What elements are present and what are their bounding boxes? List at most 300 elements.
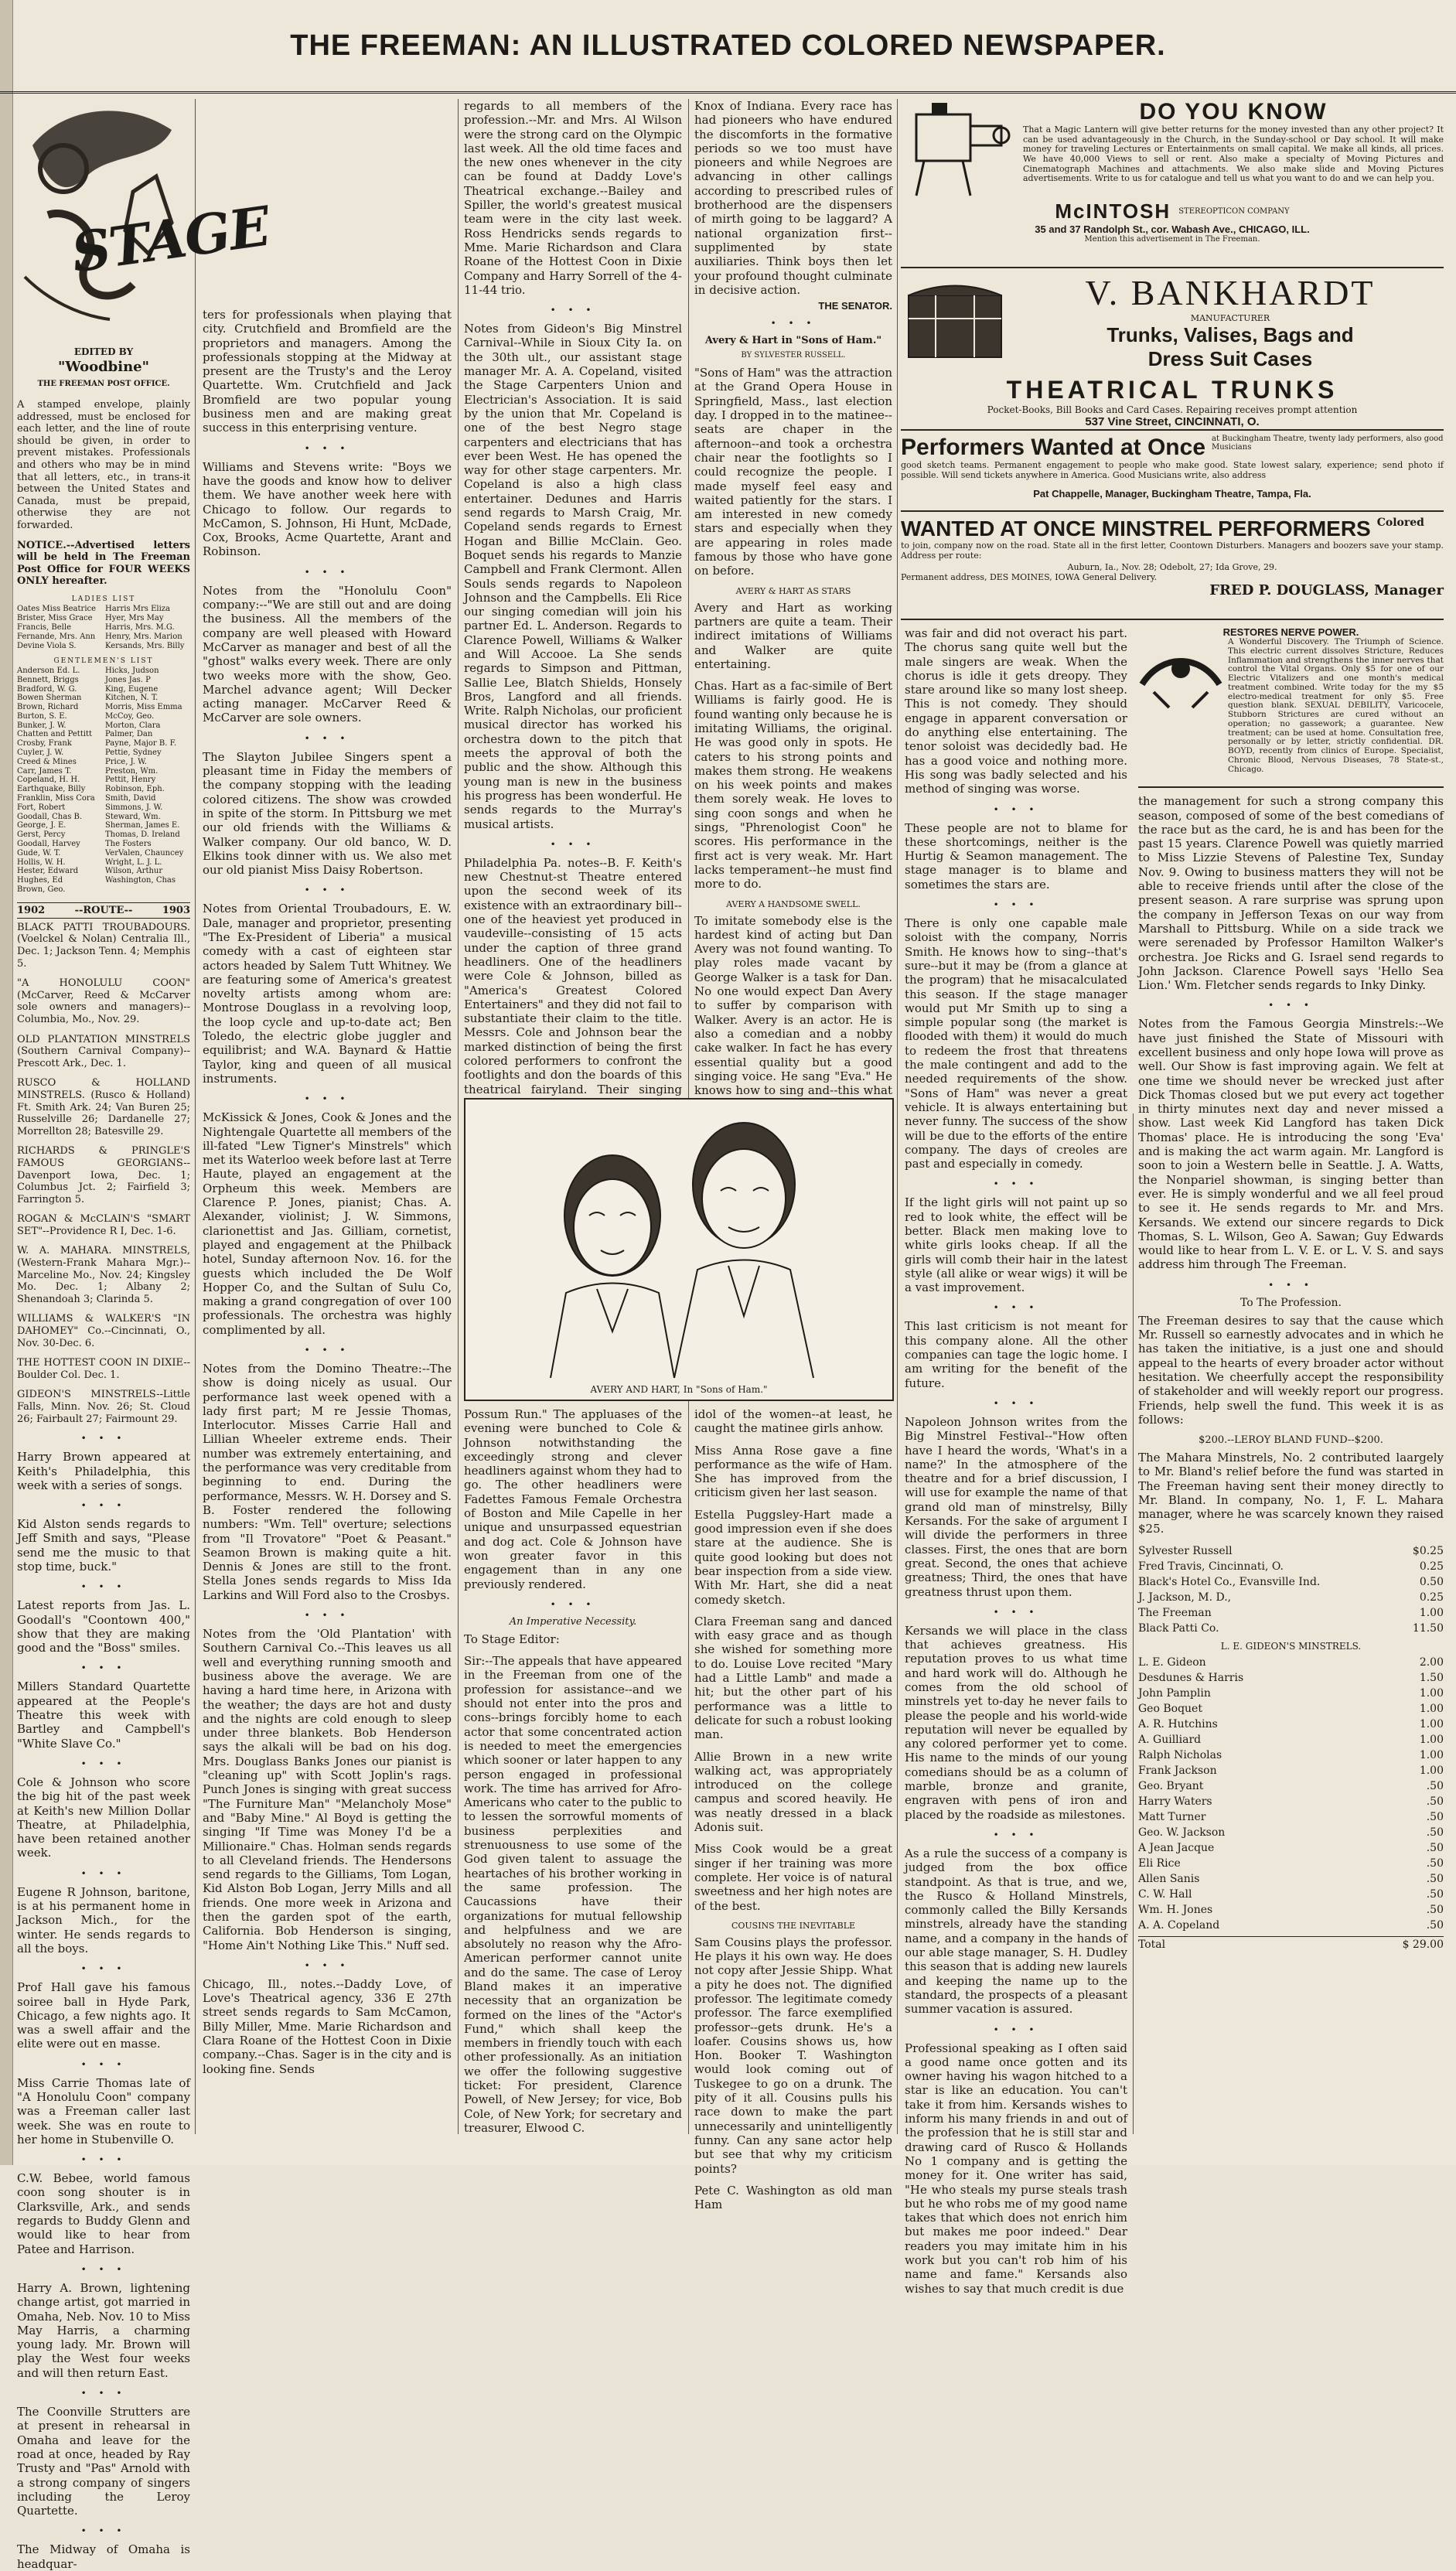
fund-amount: 0.25: [1419, 1591, 1444, 1604]
gideon-minstrels-title: L. E. GIDEON'S MINSTRELS.: [1220, 1640, 1362, 1652]
separator-stars: • • •: [550, 305, 596, 316]
route-year-start: 1902: [17, 904, 46, 916]
article-paragraph: Notes from the Domino Theatre:--The show is doing nicely as usual. Our performance last week opened with a lady first part; M re Jessie Thomas, Interlocutor. Misses Carrie Hall and Lillian Wheeler extreme ends. Their number was extremely entertaining, and the performance was very creditable from beginning to end. During the performance, Messrs. W. H. Dorsey and S. B. Foster rendered the following numbers: "Wm. Tell" overture; selections from "Il Trovatore" "Poet & Peasant." Seamon Brown is making quite a hit. Dennis & Jones are still to the front. Stella Jones sends regards to Miss Ida Larkins and Will Ford also to the Crosbys.: [203, 1362, 452, 1602]
fund-row: [1138, 1840, 1444, 1856]
bankhardt-line3: THEATRICAL TRUNKS: [1006, 376, 1338, 404]
fund-row: [1138, 1686, 1444, 1701]
article-paragraph: GIDEON'S MINSTRELS--Little Falls, Minn. Nov. 26; St. Cloud 26; Fairbault 27; Fairmount 29.: [17, 1389, 190, 1425]
fund-amount: .50: [1426, 1887, 1444, 1901]
fund-donor: Fred Travis, Cincinnati, O.: [1138, 1560, 1284, 1573]
separator-stars: • • •: [993, 1178, 1039, 1190]
list-entry: Jones Jas. P: [105, 675, 151, 684]
article-paragraph: "A HONOLULU COON" (McCarver, Reed & McCarver sole owners and managers)--Columbia, Mo., Nov. 29.: [17, 977, 190, 1025]
avery-subhead-swell: AVERY A HANDSOME SWELL.: [726, 898, 861, 909]
fund-donor: A. Guilliard: [1138, 1733, 1202, 1746]
nerve-headline: RESTORES NERVE POWER.: [1222, 626, 1359, 638]
bankhardt-manufacturer: MANUFACTURER: [1190, 313, 1270, 323]
illustration-caption: AVERY AND HART, In "Sons of Ham.": [590, 1384, 768, 1395]
article-paragraph: RICHARDS & PRINGLE'S FAMOUS GEORGIANS--Davenport Iowa, Dec. 1; Columbus Jct. 2; Fairfield 3; Farrington 5.: [17, 1145, 190, 1205]
edited-by: EDITED BY: [73, 346, 134, 357]
separator-stars: • • •: [304, 566, 350, 578]
separator-stars: • • •: [304, 732, 350, 744]
fund-row: [1138, 1825, 1444, 1840]
list-entry: Bunker, J. W.: [17, 721, 66, 730]
fund-donor: Desdunes & Harris: [1138, 1671, 1244, 1684]
column-2: [203, 99, 452, 2140]
article-paragraph: Kid Alston sends regards to Jeff Smith and says, "Please send me the music to that stop time, buck.": [17, 1517, 190, 1574]
fund-donor: Geo. Bryant: [1138, 1779, 1204, 1792]
fund-donor: Geo. W. Jackson: [1138, 1826, 1226, 1839]
column-rule: [195, 99, 196, 2134]
list-entry: Hughes, Ed: [17, 876, 63, 885]
separator-stars: • • •: [80, 1581, 127, 1593]
fund-amount: 1.00: [1419, 1717, 1444, 1730]
column-1: [17, 99, 273, 2571]
avery-article-body-2: [694, 601, 892, 892]
portrait-engraving: [465, 1100, 892, 1378]
list-entry: Franklin, Miss Cora: [17, 794, 95, 803]
separator-stars: • • •: [80, 2058, 127, 2070]
article-paragraph: Clara Freeman sang and danced with easy grace and as though she wished for something more to do. Louise Love recited "Mary had a Little Lamb" and made a hit; but the other part of his performance was a little to delicate for such a robust looking man.: [694, 1614, 892, 1742]
fund-donor: Allen Sanis: [1138, 1872, 1200, 1885]
column-4: [694, 99, 892, 1098]
fund-row: [1138, 1856, 1444, 1871]
fund-donor: Ralph Nicholas: [1138, 1748, 1222, 1761]
separator-stars: • • •: [80, 1867, 127, 1879]
col3-articles: [464, 99, 682, 1209]
list-entry: Bradford, W. G.: [17, 684, 77, 694]
fund-amount: .50: [1426, 1918, 1444, 1932]
avery-article-byline: BY SYLVESTER RUSSELL.: [741, 351, 846, 360]
fund-donor: A Jean Jacque: [1138, 1841, 1215, 1854]
fund-amount: 2.00: [1419, 1655, 1444, 1669]
list-entry: Pettit, Henry: [105, 776, 156, 785]
editor-name: "Woodbine": [57, 359, 150, 375]
bankhardt-line1: Trunks, Valises, Bags and: [1106, 323, 1354, 346]
article-paragraph: This last criticism is not meant for this company alone. All the other companies can tage the logic home. I am writing for the benefit of the future.: [905, 1319, 1127, 1390]
fund-donor: C. W. Hall: [1138, 1887, 1192, 1901]
list-entry: Francis, Belle: [17, 622, 71, 632]
col2-articles: [203, 308, 452, 2076]
bankhardt-line4: Pocket-Books, Bill Books and Card Cases. Repairing receives prompt attention: [987, 404, 1358, 415]
separator-stars: • • •: [550, 1598, 596, 1610]
fund-total-amount: $ 29.00: [1402, 1938, 1444, 1951]
list-entry: Morris, Miss Emma: [105, 703, 182, 712]
avery-hart-illustration: [464, 1098, 894, 1401]
separator-stars: • • •: [993, 1302, 1039, 1314]
fund-row: [1138, 1871, 1444, 1887]
list-entry: Carr, James T.: [17, 766, 72, 776]
list-entry: Simmons, J. W.: [105, 803, 163, 812]
douglass-headline: WANTED AT ONCE MINSTREL PERFORMERS: [901, 517, 1371, 540]
buckingham-body: good sketch teams. Permanent engagement to people who make good. State lowest salary, experience; send photo if possible. Will send tickets anywhere in America. Good Musicians write, also address: [901, 460, 1444, 480]
article-paragraph: Possum Run." The appluases of the evening were bunched to Cole & Johnson notwithstanding the exceedingly strong and clever headliners against whom they had to go. The other headliners were Fadettes Famous Female Orchestra of Boston and Mile Capelle in her unique and unsurpassed equestrian and dog act. Cole & Johnson have won greater favor in this engagement than in any one previously rendered.: [464, 1407, 682, 1591]
mcintosh-address: 35 and 37 Randolph St., cor. Wabash Ave., CHICAGO, ILL.: [1035, 223, 1310, 235]
article-paragraph: Napoleon Johnson writes from the Big Minstrel Festival--"How often have I heard the words, 'What's in a name?' In the atmosphere of the theatre and for a brief discussion, I will use for example the name of that grand old man of minstrelsy, Billy Kersands. For the sake of argument I will divide the performers in three classes. First, the ones that are born great. Second, the ones that achieve greatness; Third, the ones that have greatness thrust upon them.: [905, 1414, 1127, 1599]
article-paragraph: The Midway of Omaha is headquar-: [17, 2542, 190, 2571]
ladies-list-left: [17, 605, 102, 651]
post-office-heading: THE FREEMAN POST OFFICE.: [37, 380, 170, 388]
fund-list-2: [1138, 1655, 1444, 1933]
list-entry: Goodall, Harvey: [17, 840, 80, 849]
fund-amount: 1.00: [1419, 1606, 1444, 1619]
column-rule: [458, 99, 459, 2134]
separator-stars: • • •: [80, 1758, 127, 1769]
avery-article-body: [694, 366, 892, 578]
fund-amount: .50: [1426, 1841, 1444, 1854]
fund-amount: 0.50: [1419, 1575, 1444, 1588]
list-entry: Gerst, Percy: [17, 830, 66, 840]
fund-donor: A. R. Hutchins: [1138, 1717, 1218, 1730]
list-entry: Hyer, Mrs May: [105, 613, 164, 622]
article-paragraph: Kersands we will place in the class that achieves greatness. His reputation proves to us what time and hard work will do. Although he comes from the old school of minstrels yet to-day he never fails to please the people and his world-wide reputation will never be equalled by any colored performer yet to come. His name to the minds of our young comedians should be as a column of marble, bronze and granite, engraven with pens of iron and placed by the roadside as milestones.: [905, 1623, 1127, 1822]
col4-bottom-articles: [694, 1407, 892, 1913]
ad-divider: [901, 510, 1444, 512]
fund-amount: 1.00: [1419, 1702, 1444, 1715]
separator-stars: • • •: [80, 1500, 127, 1512]
mcintosh-headline: DO YOU KNOW: [1139, 99, 1328, 124]
fund-amount: 11.50: [1412, 1621, 1444, 1635]
fund-row: [1138, 1670, 1444, 1686]
separator-stars: • • •: [80, 2388, 127, 2399]
fund-row: [1138, 1543, 1444, 1559]
cousins-body: Sam Cousins plays the professor. He plays it his own way. He does not copy after Jessie Shipp. What a pity he does not. The dignified professor. The legitimate comedy professor. The farce exemplified professor--gets drunk. He's a loafer. Cousins shows us, how Hon. Booker T. Washington would look coming out of Tuskegee to go on a drunk. The pity of it all. Cousins pulls his race down to make the part unnecessarily and unintelligently funny. Can any sane actor help but see that why my criticism points?: [694, 1935, 892, 2176]
article-paragraph: Harry Brown appeared at Keith's Philadelphia, this week with a series of songs.: [17, 1450, 190, 1492]
article-paragraph: THE HOTTEST COON IN DIXIE--Boulder Col. Dec. 1.: [17, 1357, 190, 1381]
list-entry: Smith, David: [105, 794, 156, 803]
list-entry: Price, J. W.: [105, 757, 147, 766]
list-entry: Hollis, W. H.: [17, 858, 66, 867]
douglass-side: Colored: [1376, 517, 1424, 529]
fund-list-1: [1138, 1543, 1444, 1636]
list-entry: VerValen, Chauncey: [105, 848, 184, 858]
ad-divider: [901, 619, 1444, 620]
article-paragraph: Professional speaking as I often said a good name once gotten and its owner having his wagon hitched to a star is like an education. You can't take it from him. Kersands wishes to inform his many friends in and out of the profession that he is still star and drawing card of Rusco & Hollands No 1 company and is getting the money for it. One writer has said, "He who steals my purse steals trash but he who robs me of my good name takes that which does not enrich him but makes me poor indeed." Dear readers you may imitate him in his work but you can't rob him of his name and fame." Kersands also wishes to say that much credit is due: [905, 2041, 1127, 2296]
buckingham-ad: [901, 435, 1444, 520]
ad-divider: [901, 429, 1444, 431]
list-entry: George, J. E.: [17, 821, 66, 830]
col4-articles: [694, 99, 892, 297]
route-title: --ROUTE--: [74, 904, 133, 916]
buckingham-signature: Pat Chappelle, Manager, Buckingham Theatre, Tampa, Fla.: [1033, 488, 1311, 500]
ladies-list-title: LADIES LIST: [71, 595, 136, 603]
article-paragraph: ters for professionals when playing that city. Crutchfield and Bromfield are the proprietors and managers. Among the professionals stopping at the Midway at present are the Trusty's and the Leroy Quartette. Wm. Crutchfield and Jack Bromfield are two popular young business men and are making great success in this enterprising venture.: [203, 308, 452, 435]
article-paragraph: Allie Brown in a new write walking act, was appropriately introduced on the college campus and scored heavily. He was neatly dressed in a black Adonis suit.: [694, 1749, 892, 1835]
list-entry: Palmer, Dan: [105, 730, 153, 739]
list-entry: Bowen Sherman: [17, 694, 82, 703]
separator-stars: • • •: [304, 442, 350, 454]
list-entry: Gude, W. T.: [17, 848, 61, 858]
fund-row: [1138, 1621, 1444, 1636]
bankhardt-name: V. BANKHARDT: [1085, 273, 1376, 312]
to-profession-title: To The Profession.: [1240, 1296, 1342, 1309]
fund-donor: Frank Jackson: [1138, 1764, 1217, 1777]
list-entry: Fernande, Mrs. Ann: [17, 632, 96, 641]
ladies-list: [17, 605, 190, 651]
fund-amount: .50: [1426, 1795, 1444, 1808]
separator-stars: • • •: [1268, 1000, 1314, 1011]
col5-articles: [905, 626, 1127, 2296]
fund-donor: The Freeman: [1138, 1606, 1212, 1619]
list-entry: Kitchen, N. T.: [105, 694, 159, 703]
article-paragraph: Miss Cook would be a great singer if her training was more complete. Her voice is of natural sweetness and her high notes are of the best.: [694, 1842, 893, 1913]
article-paragraph: The Slayton Jubilee Singers spent a pleasant time in Fiday the members of the company stopping with the leading colored citizens. The show was crowded in spite of the storm. In Pittsburg we met our old friends with the Williams & Walker company. Our old banco, W. D. Elkins took dinner with us. We also met our old pianist Miss Daisy Robertson.: [203, 749, 452, 878]
douglass-ad: [901, 517, 1444, 640]
article-paragraph: Chas. Hart as a fac-simile of Bert Williams is fairly good. He is found wanting only because he is imitating Williams, the original. He was good only in spots. He caters to his strong points and makes them strong. He weakens on his week points and makes them sorely weak. He loves to sing coon songs and when he sings, "Phrenologist Coon" he scores. His performance in the first act is very weak. Mr. Hart lacks temperament--he must find more to do.: [694, 679, 892, 892]
list-entry: Hicks, Judson: [105, 666, 159, 675]
separator-stars: • • •: [304, 1093, 350, 1105]
fund-amount: .50: [1426, 1903, 1444, 1916]
fund-row: [1138, 1902, 1444, 1918]
article-paragraph: regards to all members of the profession.--Mr. and Mrs. Al Wilson were the strong card on the Olympic last week. All the old time faces and the new ones whenever in the city can be found at Daddy Love's Theatrical exchange.--Bailey and Spiller, the world's greatest musical team were in the city last week. Ross Hendricks sends regards to Mme. Marie Richardson and Clara Roane of the Hottest Coon in Dixie Company and Harry Sorrell of the 4-11-44 trio.: [464, 99, 682, 297]
ladies-list-right: [105, 605, 190, 651]
separator-stars: • • •: [80, 2525, 127, 2537]
column-rule: [1133, 1113, 1134, 2134]
col6-articles: [1138, 794, 1444, 1272]
article-paragraph: Harry A. Brown, lightening change artist, got married in Omaha, Neb. Nov. 10 to Miss May Harris, a charming young lady. Mr. Brown will play the West four weeks and will then return East.: [17, 2280, 190, 2380]
column-5: [905, 626, 1127, 2296]
article-paragraph: If the light girls will not paint up so red to look white, the effect will be better. Black men making love to white girls looks cheap. If all the girls will comb their hair in the latest style (all alike or wear wigs) it will be a vast improvement.: [905, 1195, 1127, 1295]
article-paragraph: To imitate somebody else is the hardest kind of acting but Dan Avery was not found wanting. To play roles made vacant by George Walker is a task for Dan. No one would expect Dan Avery to suffer by comparison with Walker. Avery is an actor. He is also a comedian and a nobby cake walker. In fact he has every essential quality but a good singing voice. He sang "Eva." He knows how to sing and--this what: [694, 913, 892, 1098]
list-entry: Pettie, Sydney: [105, 748, 162, 758]
fund-amount: 1.00: [1419, 1764, 1444, 1777]
list-entry: Fort, Robert: [17, 803, 66, 812]
imperative-body: Sir:--The appeals that have appeared in the Freeman from one of the profession for assistance--and we should not enter into the pros and cons--brings forcibly home to each actor that some concentrated action is needed to meet the emergencies which sooner or later happen to any person engaged in professional work. The time has arrived for Afro-Americans who cater to the public to to lessen the sorrowful moments of business perplexities and strenuousness to use some of the God given talent to assuage the heartaches of his brother working in the same profession. The Caucassions have their organizations for mutual fellowship and helpfulness and we are absolutely no reason why the Afro-American performer cannot unite and do the same. The case of Leroy Bland makes it an imperative necessity that an organization be formed on the lines of the "Actor's Fund," which shall keep the members in friendly touch with each other professionally. As an initiation we offer the following suggestive ticket: For president, Clarence Powell, of New Jersey; for vice, Bob Cole, of New York; for secretary and treasurer, Elwood C.: [464, 1654, 682, 2135]
fund-row: [1138, 1763, 1444, 1778]
mcintosh-brand: McINTOSH: [1055, 199, 1171, 223]
column-6: [1138, 626, 1444, 2150]
article-paragraph: Miss Anna Rose gave a fine performance as the wife of Ham. She has improved from the criticism given her last season.: [694, 1443, 892, 1500]
gentlemens-list-right: [105, 667, 190, 895]
list-entry: Crosby, Frank: [17, 739, 72, 748]
to-profession-body: The Freeman desires to say that the cause which Mr. Russell so earnestly advocates and in which he has taken the initiative, is a just one and should appeal to the hearts of every broader actor without hesitation. We cheerfully accept the responsibility of stakeholder and will weekly report our progress. Friends, help swell the fund. This week it is as follows:: [1138, 1313, 1444, 1427]
fund-donor: Black Patti Co.: [1138, 1621, 1219, 1635]
fund-amount: 1.00: [1419, 1686, 1444, 1700]
article-paragraph: the management for such a strong company this season, composed of some of the best comedians of the race but as the card, he is and has been for the past 15 years. Clarence Powell was quietly married to Miss Lizzie Stevens of Palestine Tex, Sunday Nov. 9. Owing to business matters they will not be able to receive friends until after the close of the present season. A rare surprise was sprung upon the company in Jefferson Texas on our way from Marshall to Pittsburg. While on a side track we were serenaded by Professor Hamilton Walker's orchestra. Joe Ricks and G. Israel send regards to John Jackson. Clarence Powell says 'Hello Sea Lion.' Wm. Fletcher sends regards to Inky Dinky.: [1138, 794, 1444, 993]
trunk-icon: [901, 272, 1009, 365]
article-paragraph: Avery and Hart as working partners are quite a team. Their indirect imitations of Williams and Walker are quite entertaining.: [694, 600, 892, 671]
list-entry: King, Eugene: [105, 684, 159, 694]
gentlemens-list-left: [17, 667, 102, 895]
letters-notice: NOTICE.--Advertised letters will be held in The Freeman Post Office for FOUR WEEKS ONLY hereafter.: [17, 539, 190, 588]
fund-line: $200.--LEROY BLAND FUND--$200.: [1199, 1434, 1383, 1447]
buckingham-headline: Performers Wanted at Once: [901, 435, 1205, 460]
separator-stars: • • •: [993, 899, 1039, 911]
list-entry: Thomas, D. Ireland: [105, 830, 180, 840]
article-paragraph: Notes from the Famous Georgia Minstrels:--We have just finished the State of Missouri with excellent business and only hope Iowa will prove as well. Our Show is fast improving again. We felt at one time we should never be wrecked just after Dick Thomas closed but we put every act together in thirty minutes next day and never missed a show. Last week Kid Langford has taken Dick Thomas' place. He is introducing the song 'Eva' and is making the act warm again. Mr. Langford is soon to join a Western belle in Seattle. J. A. Watts, the Nonpariel showman, is singing better than ever. He is simply wonderful and we all feel proud to see it. He sends regards to Mr. and Mrs. Kersands. We extend our sincere regards to Dick Thomas, S. L. Wilson, Geo A. Sawan; Guy Edwards would like to hear from L. V. E. or L. V. S. and says address him through The Freeman.: [1138, 1017, 1444, 1272]
fund-row: [1138, 1748, 1444, 1763]
cousins-title: COUSINS THE INEVITABLE: [731, 1920, 856, 1931]
article-paragraph: Notes from Oriental Troubadours, E. W. Dale, manager and proprietor, presenting "The Ex-President of Liberia" a musical comedy with a cast of eighteen star actors headed by Salem Tutt Whitney. We are featuring some of America's greatest novelty artists among whom are: Montrose Douglass in a revolving loop, the loop cycle and up-to-date act; Ben Toledo, the electric globe juggler and equilibrist; and W.A. Baynard & Hattie Taylor, king and queen of all musical instruments.: [203, 902, 452, 1086]
list-entry: Morton, Clara: [105, 721, 161, 730]
article-paragraph: Latest reports from Jas. L. Goodall's "Coontown 400," show that they are making good and the "Boss" smiles.: [17, 1598, 190, 1655]
fund-donor: Harry Waters: [1138, 1795, 1212, 1808]
douglass-signature: FRED P. DOUGLASS, Manager: [1209, 582, 1444, 599]
list-entry: Wright, L. J. L.: [105, 858, 162, 867]
list-entry: Goodall, Chas B.: [17, 812, 83, 821]
fund-total-label: Total: [1138, 1938, 1166, 1951]
fund-row: [1138, 1778, 1444, 1794]
mcintosh-body: That a Magic Lantern will give better returns for the money invested than any other project? It can be used advantageously in the Church, in the Sunday-school or Day school. It will make money for traveling Lectures or Entertainments on small capital. We make all kinds, all prices. We have 40,000 Views to sell or rent. Also make a specialty of Moving Pictures and Cinematograph Machines and attachments. We also make slide and Moving Pictures advertisements. Write to us for catalogue and tell us what you want to do and we can help you.: [1023, 124, 1444, 184]
fund-row: [1138, 1590, 1444, 1605]
article-paragraph: Chicago, Ill., notes.--Daddy Love, of Love's Theatrical agency, 336 E 27th street sends regards to Sam McCamon, Billy Miller, Mme. Marie Richardson and Clara Roane of the Hottest Coon in Dixie company.--Chas. Sager is in the city and is looking fine. Sends: [203, 1976, 452, 2076]
article-paragraph: RUSCO & HOLLAND MINSTRELS. (Rusco & Holland) Ft. Smith Ark. 24; Van Buren 25; Russelville 26; Dardanelle 27; Morrellton 28; Batesville 29.: [17, 1077, 190, 1137]
list-entry: Kersands, Mrs. Billy: [105, 641, 185, 650]
fund-row: [1138, 1701, 1444, 1717]
fund-amount: .50: [1426, 1810, 1444, 1823]
mcintosh-ad: [901, 99, 1444, 261]
list-entry: Robinson, Eph.: [105, 785, 165, 794]
bankhardt-address: 537 Vine Street, CINCINNATI, O.: [1085, 415, 1260, 428]
magic-lantern-icon: [901, 99, 1017, 199]
gentlemens-list: [17, 667, 190, 895]
masthead: [0, 0, 1456, 94]
article-paragraph: Williams and Stevens write: "Boys we have the goods and know how to deliver them. We have another week here with Chicago to follow. Our regards to McCamon, S. Johnson, Hi Hunt, McDade, Cox, Brooks, Acme Quartette, Arant and Robinson.: [203, 459, 452, 559]
column-3: [464, 99, 682, 1096]
list-entry: Preston, Wm.: [105, 766, 159, 776]
fund-amount: $0.25: [1412, 1544, 1444, 1557]
list-entry: Brown, Richard: [17, 703, 79, 712]
list-entry: Chatten and Pettitt: [17, 730, 93, 739]
article-paragraph: Philadelphia Pa. notes--B. F. Keith's new Chestnut-st Theatre entered upon the second week of its existence with an extraordinary bill--one of the heaviest yet produced in vaudeville--consisting of 15 acts under the caption of three grand headliners. One of the headliners were Cole & Johnson, billed as "America's Greatest Colored Entertainers" and they did not fail to substantiate their claim to the title. Messrs. Cole and Johnson bear the marked distinction of being the first colored performers to confront the footlights and don the boards of this theatrical fairyland. Their singing: [464, 855, 682, 1096]
newspaper-title: THE FREEMAN: AN ILLUSTRATED COLORED NEWSPAPER.: [290, 29, 1166, 62]
separator-stars: • • •: [993, 803, 1039, 815]
list-entry: Oates Miss Beatrice: [17, 604, 97, 613]
column-3-bottom: [464, 1407, 682, 2150]
article-paragraph: "Sons of Ham" was the attraction at the Grand Opera House in Springfield, Mass., last election day. I dropped in to the matinee--seats are chaper in the afternoon--and took a orchestra chair near the footlights so I could recognize the people. I made myself feel easy and waited patiently for the stars. I am interested in new comedy stars and especially when they are appearing in roles made famous by those who have gone on before.: [694, 366, 892, 578]
article-paragraph: There is only one capable male soloist with the company, Norris Smith. He knows how to sing--that's sure--but it may be (from a glance at the program) that he misacalculated this season. If the stage manager would put Mr Smith up to sing a simple popular song (the market is flooded with them) it would do much to redeem the frost that threatens the male contingent and add to the needed requirements of the show. "Sons of Ham" was never a great vehicle. It is always entertaining but never funny. The success of the show will be due to the efforts of the entire company. The days of creoles are past and especially in comedy.: [905, 916, 1127, 1171]
fund-amount: .50: [1426, 1857, 1444, 1870]
route-year-end: 1903: [162, 904, 190, 916]
article-paragraph: W. A. MAHARA. MINSTRELS, (Western-Frank Mahara Mgr.)--Marceline Mo., Nov. 24; Kingsley Mo. Dec. 1; Albany 2; Shenandoah 3; Clarinda 5.: [17, 1245, 190, 1305]
fund-row: [1138, 1794, 1444, 1809]
gentlemens-list-title: GENTLEMEN'S LIST: [53, 656, 154, 665]
fund-amount: .50: [1426, 1826, 1444, 1839]
separator-stars: • • •: [993, 1829, 1039, 1840]
article-paragraph: was fair and did not overact his part. The chorus sang quite well but the male singers are weak. When the chorus is idle it gets dreopy. They stare around like so many lost sheep. This is not comedy. They should engage in apparent conversation or do anything else entertaining. The tenor soloist was decidedly bad. He has a good voice and nothing more. His song was badly selected and his method of singing was worse.: [905, 626, 1127, 796]
adjacent-page-edge: [0, 0, 13, 2165]
list-entry: Sherman, James E.: [105, 821, 180, 830]
list-entry: Steward, Wm.: [105, 812, 161, 821]
separator-stars: • • •: [993, 1606, 1039, 1618]
mcintosh-brand-side: STEREOPTICON COMPANY: [1178, 207, 1290, 216]
column-rule: [897, 99, 898, 2134]
article-paragraph: Notes from the 'Old Plantation' with Southern Carnival Co.--This leaves us all well and everything running smooth and business above the average. We are having a hard time here, in Arizona with the weather; the days are hot and dusty and the nights are cold enough to sleep under three blankets. Bob Henderson says the alkali will be bad on his dog. Mrs. Douglass Banks Jones our pianist is "cleaning up" with Scott Joplin's rags. Punch Jones is singing with great success "The Furniture Man" "Melancholy Mose" and "Baby Mine." Al Boyd is getting the singing "If Time was Money I'd be a Millionaire." Chas. Holman sends regards to all Cleveland friends. The Hendersons send regards to the Gilliams, Tom Logan, Kid Alston Bob Logan, Jerry Mills and all friends. One more week in Arizona and then the garden spot of the earth, California. Bob Henderson is singing, "Home Ain't Nothing Like This." Nuff sed.: [203, 1627, 452, 1952]
fund-row: [1138, 1732, 1444, 1748]
fund-donor: Matt Turner: [1138, 1810, 1206, 1823]
fund-amount: .50: [1426, 1779, 1444, 1792]
fund-donor: Eli Rice: [1138, 1857, 1181, 1870]
separator-stars: • • •: [304, 1345, 350, 1355]
separator-stars: • • •: [304, 1959, 350, 1971]
fund-row: [1138, 1655, 1444, 1670]
fund-row: [1138, 1605, 1444, 1621]
separator-stars: • • •: [80, 2263, 127, 2275]
list-entry: Earthquake, Billy: [17, 785, 86, 794]
fund-amount: 0.25: [1419, 1560, 1444, 1573]
list-entry: Henry, Mrs. Marion: [105, 632, 182, 641]
fund-note: The Mahara Minstrels, No. 2 contributed laargely to Mr. Bland's relief before the fund was started in The Freeman having sent their money directly to Mr. Bland. In company, No. 1, F. L. Mahara manager, where he was scarcely known they raised $25.: [1138, 1451, 1444, 1536]
stage-header-art: [17, 99, 273, 377]
list-entry: Bennett, Briggs: [17, 675, 79, 684]
article-paragraph: These people are not to blame for these shortcomings, neither is the Hurtig & Seamon management. The stage manager is to blame and sometimes the stars are.: [905, 820, 1127, 892]
article-paragraph: Prof Hall gave his famous soiree ball in Hyde Park, Chicago, a few nights ago. It was a swell affair and the elite were out en masse.: [17, 1980, 190, 2051]
fund-total-row: [1138, 1936, 1444, 1951]
article-paragraph: Notes from the "Honolulu Coon" company:--"We are still out and are doing the business. All the members of the company are well pleased with Howard McCarver as manager and best of all the "ghost" walks every week. There are only two weeks more with the show, Geo. Marchel advance agent; Will Decker acting manager. McCarver Reed & McCarver are sole owners.: [203, 583, 452, 725]
separator-stars: • • •: [550, 838, 596, 850]
article-paragraph: As a rule the success of a company is judged from the box office standpoint. As that is true, and we, the Rusco & Holland Minstrels, commonly called the Billy Kersands minstrels, already have the standing name, and a company in the hands of our able stage manager, S. H. Dudley this season that is adding new laurels and keeping the name up to the standard, the prospects of a pleasant summer vacation is assured.: [905, 1846, 1127, 2017]
fund-row: [1138, 1559, 1444, 1574]
separator-stars: • • •: [304, 1610, 350, 1621]
avery-article-title: Avery & Hart in "Sons of Ham.": [704, 335, 882, 347]
buckingham-side: at Buckingham Theatre, twenty lady performers, also good Musicians: [1212, 435, 1444, 452]
fund-amount: 1.00: [1419, 1733, 1444, 1746]
article-paragraph: OLD PLANTATION MINSTRELS (Southern Carnival Company)--Prescott Ark., Dec. 1.: [17, 1033, 190, 1069]
article-paragraph: WILLIAMS & WALKER'S "IN DAHOMEY" Co.--Cincinnati, O., Nov. 30-Dec. 6.: [17, 1313, 190, 1349]
separator-stars: • • •: [304, 885, 350, 896]
avery-subhead-stars: AVERY & HART AS STARS: [735, 585, 851, 596]
article-paragraph: ROGAN & McCLAIN'S "SMART SET"--Providence R I, Dec. 1-6.: [17, 1213, 190, 1237]
nerve-power-ad: [1138, 626, 1444, 788]
article-paragraph: Notes from Gideon's Big Minstrel Carnival--While in Sioux City Ia. on the 30th ult., our assistant stage manager Mr. A. A. Copeland, visited the Stage Carpenters Union and Electrician's Association. It is said by the union that Mr. Copeland is one of the best Negro stage carpenters and electricians that has ever been West. He has opened the way for other stage carpenters. Mr. Copeland is also a high class entertainer. Dedunes and Harris send regards to Marsh Craig, Mr. Copeland sends regards to Ernest Hogan and Billie McClain. Geo. Boquet sends his regards to Manzie Campbell and Frank Clermont. Allen Souls sends regards to Napoleon Johnson and the Campbells. Eli Rice our singing comedian will join his partner Ed. L. Anderson. Regards to Clarence Powell, Williams & Walker and Will Accooe. La She sends regards to Simpson and Pittman, Sallie Lee, Blatch Shields, Honsely Bros, Langford and all friends. Write. Ralph Nicholas, our proficient musical director has worked his orchestra down to the pitch that meets the approval of both the public and the show. Although this young man is new in the business his progress has been wonderful. He sends regards to the Murray's musical artists.: [464, 322, 682, 831]
separator-stars: • • •: [80, 1963, 127, 1975]
separator-stars: • • •: [993, 2024, 1039, 2035]
fund-amount: .50: [1426, 1872, 1444, 1885]
fund-donor: A. A. Copeland: [1138, 1918, 1220, 1932]
fund-donor: J. Jackson, M. D.,: [1138, 1591, 1232, 1604]
fund-row: [1138, 1717, 1444, 1732]
article-paragraph: C.W. Bebee, world famous coon song shouter is in Clarksville, Ark., and sends regards to Buddy Glenn and would like to hear from Patee and Harrison.: [17, 2171, 190, 2256]
fund-donor: Black's Hotel Co., Evansville Ind.: [1138, 1575, 1321, 1588]
article-paragraph: Cole & Johnson who score the big hit of the past week at Keith's new Million Dollar Theatre, at Philadelphia, have been retained another week.: [17, 1775, 190, 1860]
separator-stars: • • •: [80, 1433, 127, 1444]
route-header: [17, 902, 190, 919]
stage-title-art: STAGE: [67, 193, 273, 285]
list-entry: The Fosters: [105, 840, 152, 849]
list-entry: Payne, Major B. F.: [105, 739, 177, 748]
senator-signature: THE SENATOR.: [818, 300, 892, 312]
article-paragraph: Estella Puggsley-Hart made a good impression even if she does stare at the audience. She is quite good looking but does not bear inspection from a side view. With Mr. Hart, she did a neat comedy sketch.: [694, 1507, 892, 1607]
list-entry: Brown, Geo.: [17, 885, 66, 895]
fund-donor: L. E. Gideon: [1138, 1655, 1206, 1669]
fund-donor: Wm. H. Jones: [1138, 1903, 1213, 1916]
douglass-permanent: Permanent address, DES MOINES, IOWA General Delivery.: [901, 572, 1158, 583]
fund-donor: Geo Boquet: [1138, 1702, 1202, 1715]
fund-donor: Sylvester Russell: [1138, 1544, 1233, 1557]
list-entry: Brister, Miss Grace: [17, 613, 93, 622]
fund-row: [1138, 1918, 1444, 1933]
article-paragraph: idol of the women--at least, he caught the matinee girls anhow.: [694, 1407, 892, 1436]
imperative-title: An Imperative Necessity.: [509, 1615, 637, 1628]
col1-articles: [17, 1450, 190, 2571]
bankhardt-line2: Dress Suit Cases: [1147, 347, 1313, 370]
separator-stars: • • •: [80, 2154, 127, 2166]
separator-stars: • • •: [993, 1397, 1039, 1409]
stamp-notice: A stamped envelope, plainly addressed, must be enclosed for each letter, and the line of route should be given, in order to prevent mistakes. Professionals and others who may be in mind that all letters, etc., in trans-it between the United States and Canada, must be prepaid, otherwise they are not forwarded.: [17, 399, 190, 531]
article-paragraph: BLACK PATTI TROUBADOURS. (Voelckel & Nolan) Centralia Ill., Dec. 1; Jackson Tenn. 4; Memphis 5.: [17, 921, 190, 970]
article-paragraph: Eugene R Johnson, baritone, is at his permanent home in Jackson Mich., for the winter. He sends regards to all the boys.: [17, 1884, 190, 1956]
list-entry: Hester, Edward: [17, 867, 79, 876]
fund-row: [1138, 1574, 1444, 1590]
fund-row: [1138, 1809, 1444, 1825]
imperative-salutation: To Stage Editor:: [464, 1632, 560, 1646]
separator-stars: • • •: [770, 318, 817, 329]
mcintosh-mention: Mention this advertisement in The Freeman.: [1084, 235, 1260, 244]
fund-amount: 1.00: [1419, 1748, 1444, 1761]
column-4-bottom: [694, 1407, 893, 2212]
nerve-body: A Wonderful Discovery. The Triumph of Science. This electric current dissolves Stricture, Reduces Inflammation and strengthens the inner nerves that control the Vital Organs. Only $5 for one of our Electric Vitalizers and one month's medical treatment combined. Write today for the my $5 electro-medical treatment for only $5. Free question blank. SEXUAL DEBILITY, Varicocele, Stubborn Strictures are cured without an operation; no gassework; a guarantee. New treatment; can be used at home. Consultation free, personally or by letter, strictly confidential. DR. BOYD, recently from clinics of Europe. Specialist, Chronic Blood, Nervous Diseases, 78 State-st., Chicago.: [1228, 637, 1444, 774]
cousins-last: Pete C. Washington as old man Ham: [694, 2183, 892, 2212]
